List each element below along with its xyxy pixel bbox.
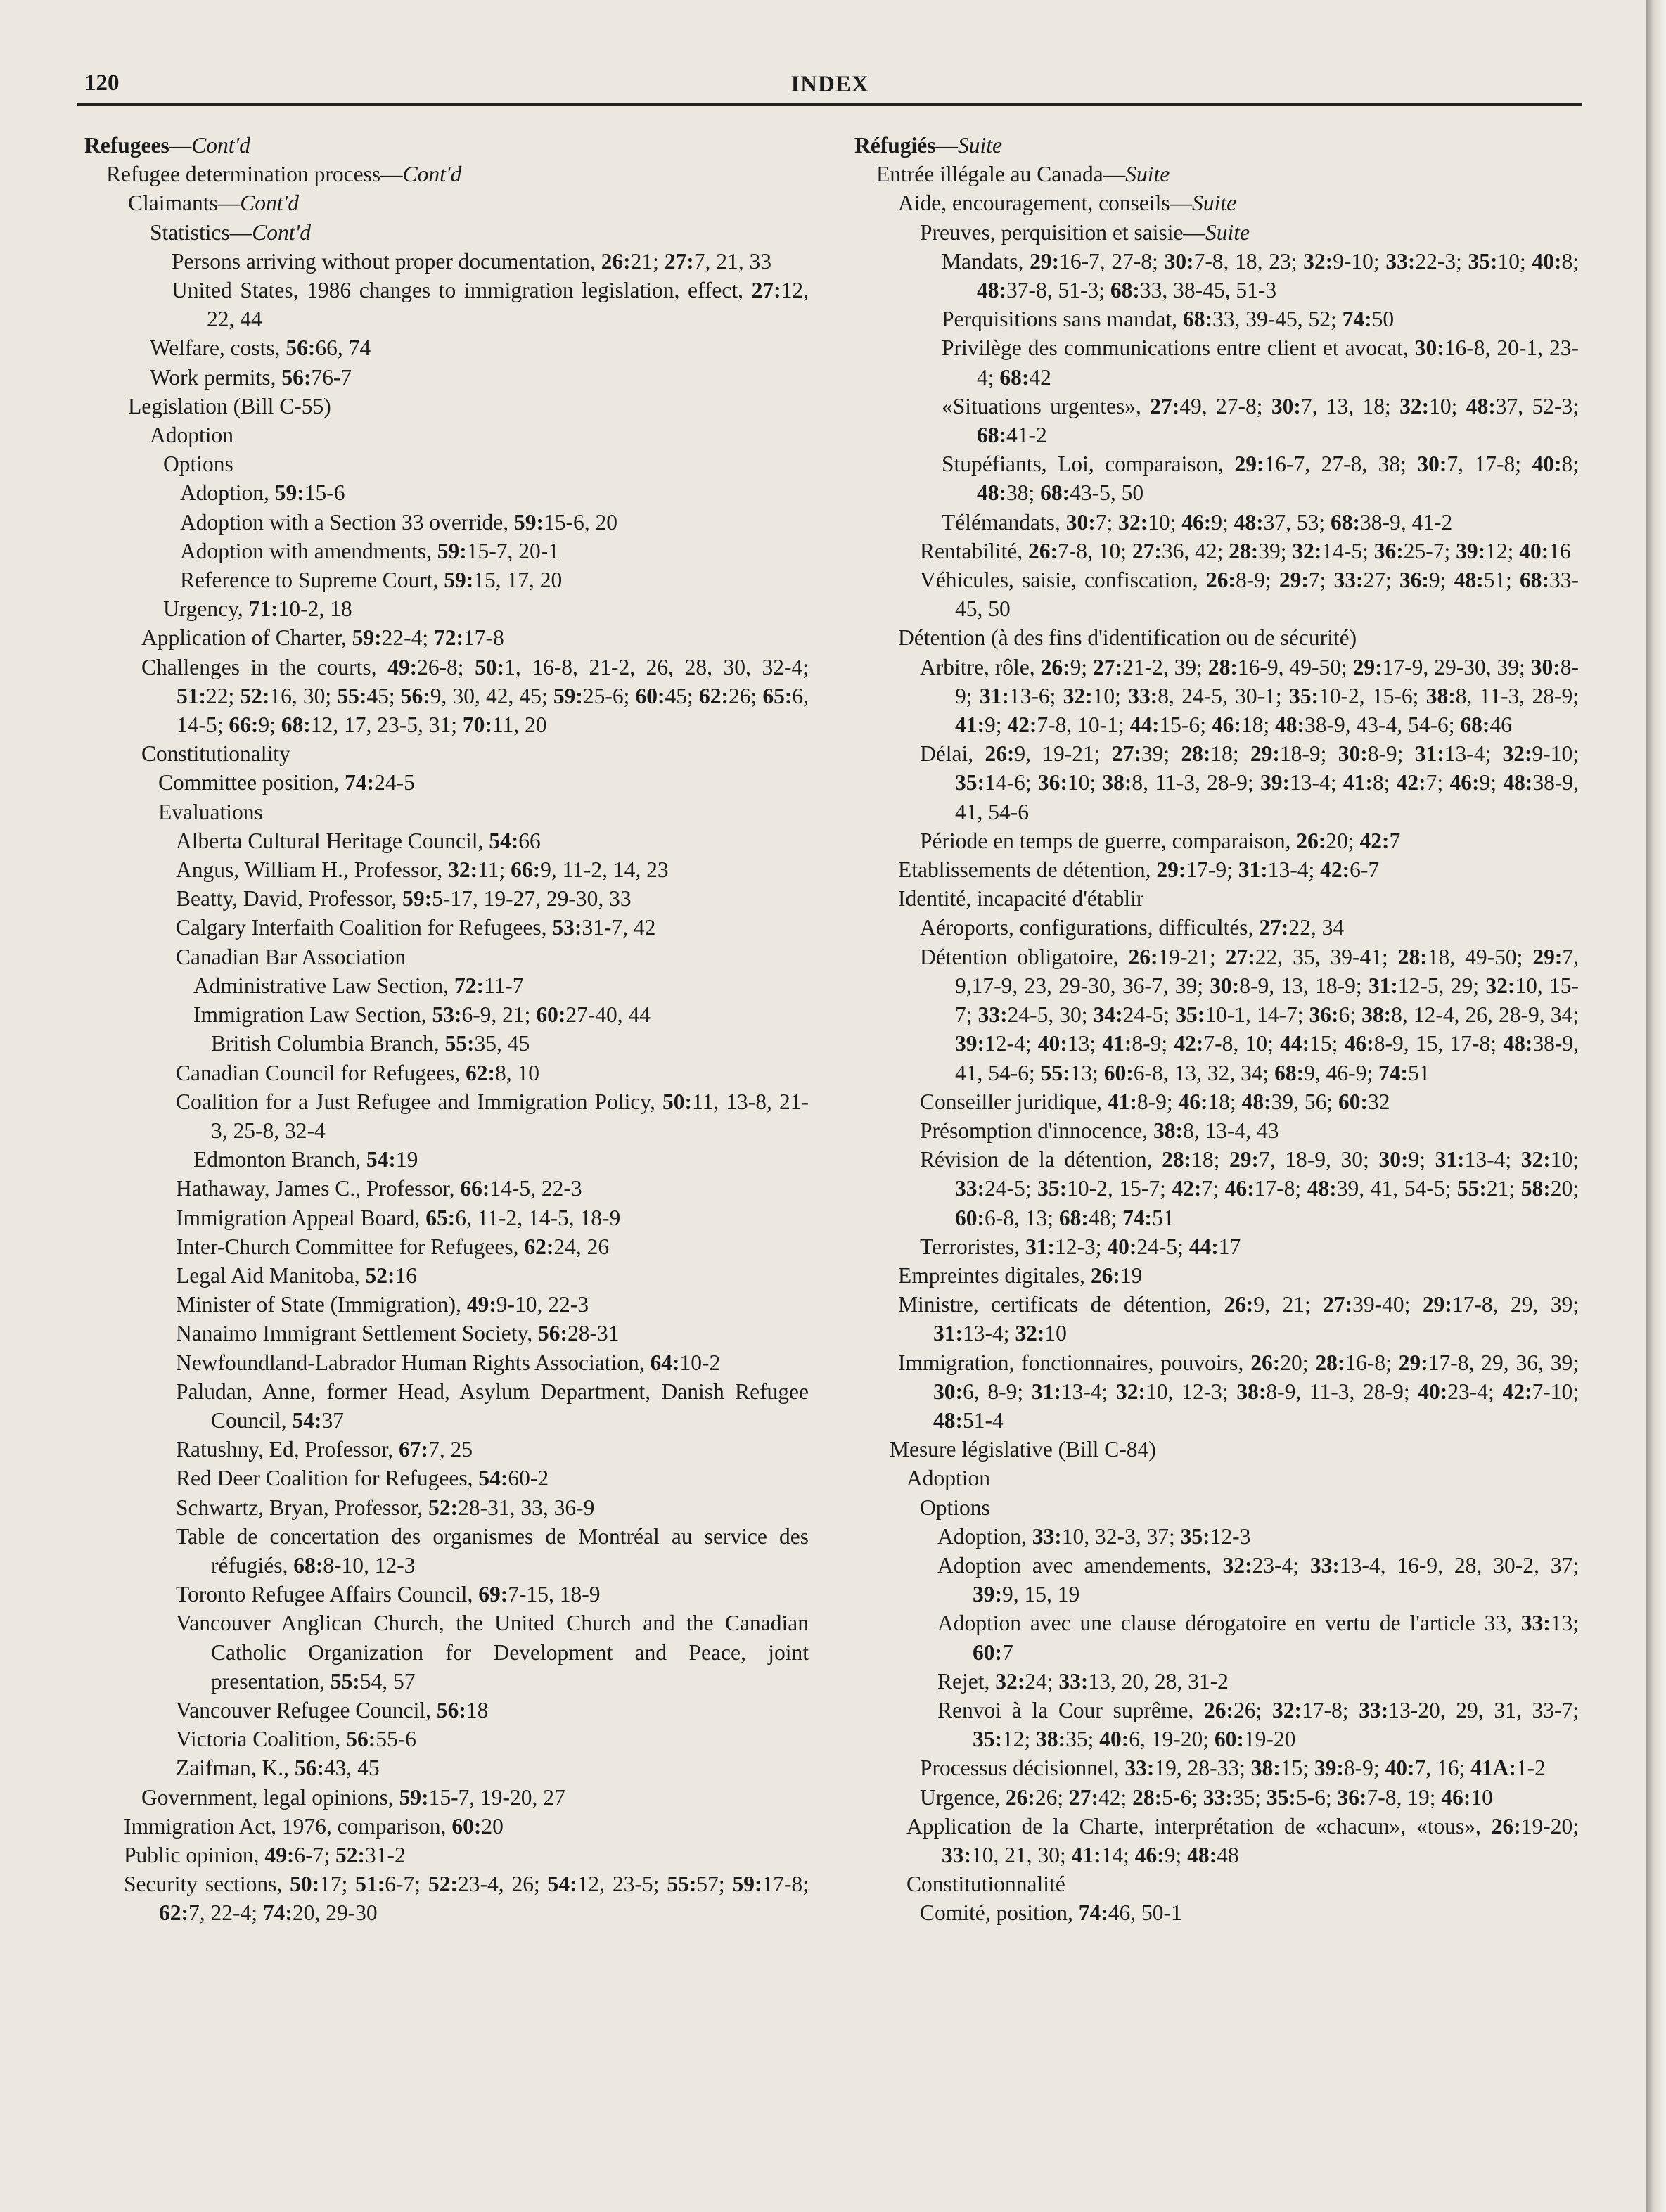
index-entry: Administrative Law Section, 72:11-7 <box>193 973 524 998</box>
index-entry: Alberta Cultural Heritage Council, 54:66 <box>176 828 541 853</box>
header-rule <box>77 103 1582 106</box>
index-entry: Perquisitions sans mandat, 68:33, 39-45, 52; 74:50 <box>942 307 1395 332</box>
index-entry: Angus, William H., Professor, 32:11; 66:9, 11-2, 14, 23 <box>176 857 669 883</box>
index-entry: Conseiller juridique, 41:8-9; 46:18; 48:39, 56; 60:32 <box>920 1089 1390 1114</box>
index-entry: Vancouver Refugee Council, 56:18 <box>176 1697 489 1722</box>
index-entry: Arbitre, rôle, 26:9; 27:21-2, 39; 28:16-9, 49-50; 29:17-9, 29-30, 39; 30:8-9; 31:13-6; 32:10; 33:8, 24-5, 30-1; 35:10-2, 15-6; 38:8, 11-3, 28-9; 41:9; 42:7-8, 10-1; 44:15-6; 46:18; 48:38-9, 43-4, 54-6; 68:46 <box>920 654 1580 738</box>
index-entry: Immigration, fonctionnaires, pouvoirs, 26:20; 28:16-8; 29:17-8, 29, 36, 39; 30:6, 8-9; 31:13-4; 32:10, 12-3; 38:8-9, 11-3, 28-9; 40:23-4; 42:7-10; 48:51-4 <box>898 1350 1580 1433</box>
index-entry: Adoption, 33:10, 32-3, 37; 35:12-3 <box>937 1523 1251 1549</box>
index-entry: Application of Charter, 59:22-4; 72:17-8 <box>141 625 504 651</box>
index-entry: Table de concertation des organismes de Montréal au service des réfugiés, 68:8-10, 12-3 <box>176 1523 809 1578</box>
index-entry: «Situations urgentes», 27:49, 27-8; 30:7, 13, 18; 32:10; 48:37, 52-3; 68:41-2 <box>942 393 1579 448</box>
index-entry: Work permits, 56:76-7 <box>150 364 352 390</box>
index-entry: Canadian Bar Association <box>176 944 406 969</box>
index-entry: Rentabilité, 26:7-8, 10; 27:36, 42; 28:39; 32:14-5; 36:25-7; 39:12; 40:16 <box>920 538 1571 563</box>
page-header <box>77 65 1582 107</box>
index-entry: Identité, incapacité d'établir <box>898 886 1144 912</box>
index-entry: Empreintes digitales, 26:19 <box>898 1262 1143 1288</box>
index-entry: Adoption with amendments, 59:15-7, 20-1 <box>180 538 559 563</box>
index-entry: Zaifman, K., 56:43, 45 <box>176 1756 380 1781</box>
index-entry: Statistics—Cont'd <box>150 219 312 245</box>
index-entry: Processus décisionnel, 33:19, 28-33; 38:15; 39:8-9; 40:7, 16; 41A:1-2 <box>920 1756 1546 1781</box>
index-entry: Persons arriving without proper documentation, 26:21; 27:7, 21, 33 <box>172 248 772 274</box>
index-entry: British Columbia Branch, 55:35, 45 <box>211 1031 530 1056</box>
index-entry: Edmonton Branch, 54:19 <box>193 1147 418 1172</box>
right-column <box>854 131 1579 1928</box>
index-entry: Refugee determination process—Cont'd <box>106 162 462 187</box>
index-entry: Legislation (Bill C-55) <box>128 393 331 418</box>
index-entry: Mandats, 29:16-7, 27-8; 30:7-8, 18, 23; 32:9-10; 33:22-3; 35:10; 40:8; 48:37-8, 51-3; 68:33, 38-45, 51-3 <box>942 248 1579 303</box>
index-entry: Reference to Supreme Court, 59:15, 17, 20 <box>180 568 563 593</box>
index-entry: Welfare, costs, 56:66, 74 <box>150 335 371 361</box>
index-entry: Inter-Church Committee for Refugees, 62:24, 26 <box>176 1234 610 1259</box>
index-entry: Refugees—Cont'd <box>84 133 250 158</box>
index-entry: Rejet, 32:24; 33:13, 20, 28, 31-2 <box>937 1668 1229 1694</box>
index-entry: Renvoi à la Cour suprême, 26:26; 32:17-8; 33:13-20, 29, 31, 33-7; 35:12; 38:35; 40:6, 19-20; 60:19-20 <box>937 1697 1580 1752</box>
index-entry: Options <box>163 452 233 477</box>
index-entry: Constitutionality <box>141 741 290 767</box>
index-entry: Détention (à des fins d'identification ou de sécurité) <box>898 625 1357 651</box>
index-entry: Schwartz, Bryan, Professor, 52:28-31, 33, 36-9 <box>176 1495 595 1520</box>
index-entry: Red Deer Coalition for Refugees, 54:60-2 <box>176 1466 549 1491</box>
index-entry: Adoption <box>150 423 234 448</box>
index-entry: Délai, 26:9, 19-21; 27:39; 28:18; 29:18-9; 30:8-9; 31:13-4; 32:9-10; 35:14-6; 36:10; 38:8, 11-3, 28-9; 39:13-4; 41:8; 42:7; 46:9; 48:38-9, 41, 54-6 <box>920 741 1579 824</box>
index-entry: Legal Aid Manitoba, 52:16 <box>176 1262 417 1288</box>
index-entry: Stupéfiants, Loi, comparaison, 29:16-7, 27-8, 38; 30:7, 17-8; 40:8; 48:38; 68:43-5, 50 <box>942 452 1579 506</box>
index-entry: Adoption with a Section 33 override, 59:15-6, 20 <box>180 509 618 535</box>
index-entry: Ratushny, Ed, Professor, 67:7, 25 <box>176 1437 473 1462</box>
index-entry: Options <box>920 1495 990 1520</box>
index-entry: Minister of State (Immigration), 49:9-10, 22-3 <box>176 1292 589 1317</box>
index-entry: Preuves, perquisition et saisie—Suite <box>920 219 1250 245</box>
index-entry: Adoption avec amendements, 32:23-4; 33:13-4, 16-9, 28, 30-2, 37; 39:9, 15, 19 <box>937 1552 1579 1607</box>
index-entry: Etablissements de détention, 29:17-9; 31:13-4; 42:6-7 <box>898 857 1380 883</box>
index-entry: Véhicules, saisie, confiscation, 26:8-9; 29:7; 33:27; 36:9; 48:51; 68:33-45, 50 <box>920 568 1579 622</box>
index-entry: Immigration Law Section, 53:6-9, 21; 60:27-40, 44 <box>193 1002 651 1028</box>
index-entry: Application de la Charte, interprétation de «chacun», «tous», 26:19-20; 33:10, 21, 30; 41:14; 46:9; 48:48 <box>906 1813 1579 1867</box>
index-entry: Révision de la détention, 28:18; 29:7, 18-9, 30; 30:9; 31:13-4; 32:10; 33:24-5; 35:10-2, 15-7; 42:7; 46:17-8; 48:39, 41, 54-5; 55:21; 58:20; 60:6-8, 13; 68:48; 74:51 <box>920 1147 1580 1230</box>
index-entry: Committee position, 74:24-5 <box>158 770 415 795</box>
page-number: 120 <box>84 70 120 96</box>
index-entry: Urgence, 26:26; 27:42; 28:5-6; 33:35; 35:5-6; 36:7-8, 19; 46:10 <box>920 1784 1493 1810</box>
index-entry: Entrée illégale au Canada—Suite <box>876 162 1170 187</box>
index-entry: Immigration Appeal Board, 65:6, 11-2, 14-5, 18-9 <box>176 1205 621 1230</box>
index-entry: Paludan, Anne, former Head, Asylum Department, Danish Refugee Council, 54:37 <box>176 1379 809 1433</box>
index-entry: Comité, position, 74:46, 50-1 <box>920 1900 1182 1926</box>
index-entry: Privilège des communications entre client et avocat, 30:16-8, 20-1, 23-4; 68:42 <box>942 335 1579 390</box>
index-entry: Constitutionnalité <box>906 1872 1065 1897</box>
index-entry: Urgency, 71:10-2, 18 <box>163 596 352 622</box>
index-entry: Télémandats, 30:7; 32:10; 46:9; 48:37, 53; 68:38-9, 41-2 <box>942 509 1453 535</box>
index-entry: Canadian Council for Refugees, 62:8, 10 <box>176 1060 540 1085</box>
index-entry: Coalition for a Just Refugee and Immigration Policy, 50:11, 13-8, 21-3, 25-8, 32-4 <box>176 1089 809 1143</box>
index-entry: Beatty, David, Professor, 59:5-17, 19-27, 29-30, 33 <box>176 886 632 912</box>
index-entry: Public opinion, 49:6-7; 52:31-2 <box>124 1842 406 1867</box>
index-entry: Adoption, 59:15-6 <box>180 480 345 506</box>
index-entry: Government, legal opinions, 59:15-7, 19-20, 27 <box>141 1784 565 1810</box>
index-entry: Période en temps de guerre, comparaison, 26:20; 42:7 <box>920 828 1401 853</box>
index-entry: Adoption avec une clause dérogatoire en vertu de l'article 33, 33:13; 60:7 <box>937 1611 1579 1665</box>
page-edge-shadow <box>1646 0 1666 2212</box>
index-entry: Vancouver Anglican Church, the United Church and the Canadian Catholic Organization for Development and Peace, joint presentation, 55:54, 57 <box>176 1611 809 1694</box>
index-entry: Mesure législative (Bill C-84) <box>890 1437 1156 1462</box>
index-entry: Détention obligatoire, 26:19-21; 27:22, 35, 39-41; 28:18, 49-50; 29:7, 9,17-9, 23, 29-30, 36-7, 39; 30:8-9, 13, 18-9; 31:12-5, 29; 32:10, 15-7; 33:24-5, 30; 34:24-5; 35:10-1, 14-7; 36:6; 38:8, 12-4, 26, 28-9, 34; 39:12-4; 40:13; 41:8-9; 42:7-8, 10; 44:15; 46:8-9, 15, 17-8; 48:38-9, 41, 54-6; 55:13; 60:6-8, 13, 32, 34; 68:9, 46-9; 74:51 <box>920 944 1579 1085</box>
index-entry: Adoption <box>906 1466 991 1491</box>
index-entry: Calgary Interfaith Coalition for Refugees, 53:31-7, 42 <box>176 915 656 940</box>
index-entry: Nanaimo Immigrant Settlement Society, 56:28-31 <box>176 1321 620 1346</box>
index-entry: Victoria Coalition, 56:55-6 <box>176 1727 416 1752</box>
index-entry: Réfugiés—Suite <box>854 133 1002 158</box>
page-title: INDEX <box>790 72 869 97</box>
index-entry: Newfoundland-Labrador Human Rights Association, 64:10-2 <box>176 1350 721 1375</box>
index-entry: Aide, encouragement, conseils—Suite <box>898 191 1237 216</box>
index-entry: Présomption d'innocence, 38:8, 13-4, 43 <box>920 1118 1279 1143</box>
index-entry: Evaluations <box>158 799 263 824</box>
index-entry: Toronto Refugee Affairs Council, 69:7-15, 18-9 <box>176 1582 601 1607</box>
left-column <box>84 131 809 1928</box>
index-entry: Challenges in the courts, 49:26-8; 50:1, 16-8, 21-2, 26, 28, 30, 32-4; 51:22; 52:16, 30; 55:45; 56:9, 30, 42, 45; 59:25-6; 60:45; 62:26; 65:6, 14-5; 66:9; 68:12, 17, 23-5, 31; 70:11, 20 <box>141 654 809 738</box>
index-entry: Hathaway, James C., Professor, 66:14-5, 22-3 <box>176 1176 582 1201</box>
index-entry: Immigration Act, 1976, comparison, 60:20 <box>124 1813 504 1839</box>
index-entry: Terroristes, 31:12-3; 40:24-5; 44:17 <box>920 1234 1241 1259</box>
index-entry: Aéroports, configurations, difficultés, 27:22, 34 <box>920 915 1345 940</box>
index-entry: United States, 1986 changes to immigration legislation, effect, 27:12, 22, 44 <box>172 278 809 332</box>
index-entry: Claimants—Cont'd <box>128 191 299 216</box>
index-entry: Ministre, certificats de détention, 26:9, 21; 27:39-40; 29:17-8, 29, 39; 31:13-4; 32:10 <box>898 1292 1579 1346</box>
index-entry: Security sections, 50:17; 51:6-7; 52:23-4, 26; 54:12, 23-5; 55:57; 59:17-8; 62:7, 22-4; 74:20, 29-30 <box>124 1872 809 1926</box>
